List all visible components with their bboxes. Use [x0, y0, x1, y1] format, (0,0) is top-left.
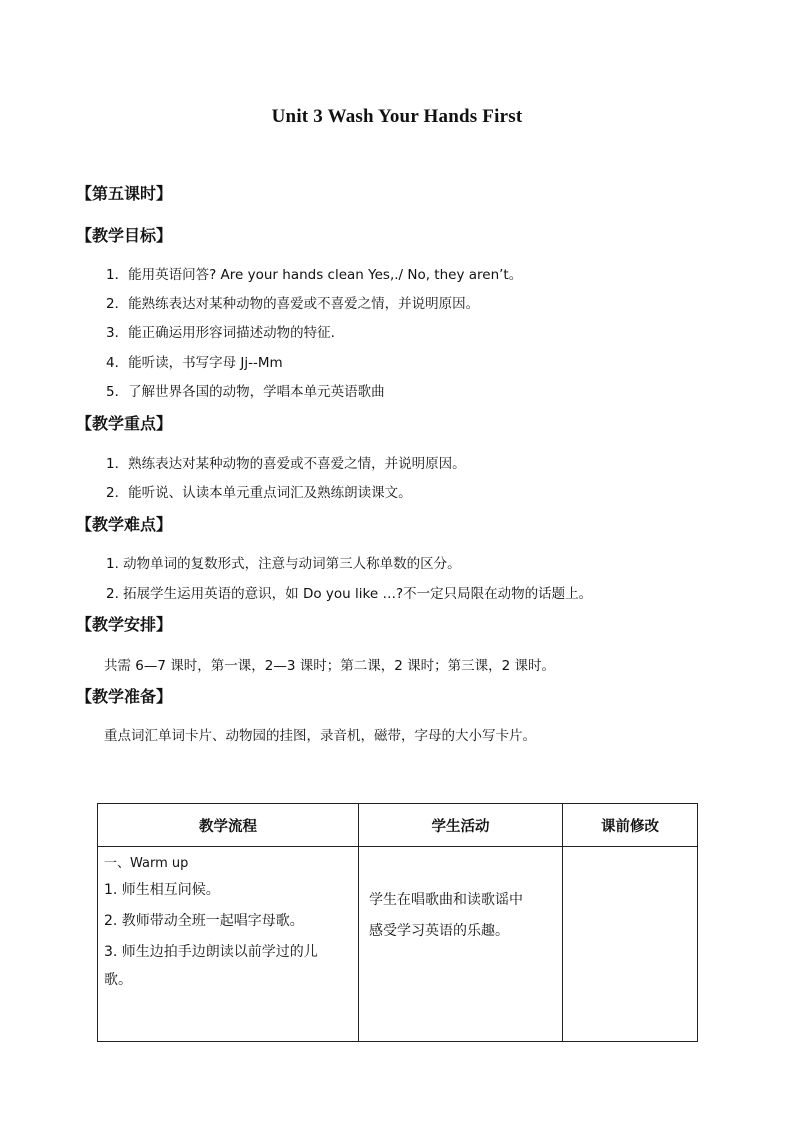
key-point-item-2: 2．能听说、认读本单元重点词汇及熟练朗读课文。	[106, 485, 412, 501]
key-point-item-1: 1．熟练表达对某种动物的喜爱或不喜爱之情，并说明原因。	[106, 456, 466, 472]
heading-period: 【第五课时】	[76, 184, 173, 203]
difficulty-item-2: 2. 拓展学生运用英语的意识，如 Do you like …?不一定只局限在动物的话题上。	[106, 586, 593, 602]
table-row	[98, 847, 698, 1042]
objective-item-1: 1．能用英语问答? Are your hands clean Yes,./ No, they aren’t。	[106, 267, 523, 283]
objective-item-3: 3．能正确运用形容词描述动物的特征.	[106, 325, 335, 341]
arrangement-text: 共需 6—7 课时，第一课，2—3 课时；第二课，2 课时；第三课，2 课时。	[104, 658, 555, 674]
lesson-table	[97, 803, 698, 1042]
flow-line-1: 一、Warm up	[104, 856, 189, 871]
objective-item-2: 2．能熟练表达对某种动物的喜爱或不喜爱之情，并说明原因。	[106, 296, 480, 312]
heading-arrangement: 【教学安排】	[76, 615, 173, 634]
heading-key-points: 【教学重点】	[76, 414, 173, 433]
preparation-text: 重点词汇单词卡片、动物园的挂图，录音机，磁带，字母的大小写卡片。	[104, 728, 536, 744]
flow-line-4: 3. 师生边拍手边朗读以前学过的儿	[104, 944, 318, 960]
teaching-flow-cell	[98, 847, 359, 1042]
heading-difficulties: 【教学难点】	[76, 515, 173, 534]
objective-item-4: 4．能听读，书写字母 Jj--Mm	[106, 355, 283, 371]
flow-line-2: 1. 师生相互问候。	[104, 882, 220, 898]
header-pre-class-revision: 课前修改	[563, 804, 698, 847]
flow-line-5: 歌。	[104, 972, 132, 988]
difficulty-item-1: 1. 动物单词的复数形式，注意与动词第三人称单数的区分。	[106, 556, 461, 572]
pre-class-revision-cell	[563, 847, 698, 1042]
flow-line-3: 2. 教师带动全班一起唱字母歌。	[104, 913, 304, 929]
document-title: Unit 3 Wash Your Hands First	[271, 106, 523, 127]
header-teaching-flow: 教学流程	[98, 804, 359, 847]
student-activity-cell	[359, 847, 563, 1042]
header-student-activity: 学生活动	[359, 804, 563, 847]
heading-preparation: 【教学准备】	[76, 687, 173, 706]
table-header-row	[98, 804, 698, 847]
heading-objectives: 【教学目标】	[76, 226, 173, 245]
activity-line-1: 学生在唱歌曲和读歌谣中	[369, 892, 523, 908]
activity-line-2: 感受学习英语的乐趣。	[369, 923, 509, 939]
objective-item-5: 5．了解世界各国的动物，学唱本单元英语歌曲	[106, 384, 385, 400]
